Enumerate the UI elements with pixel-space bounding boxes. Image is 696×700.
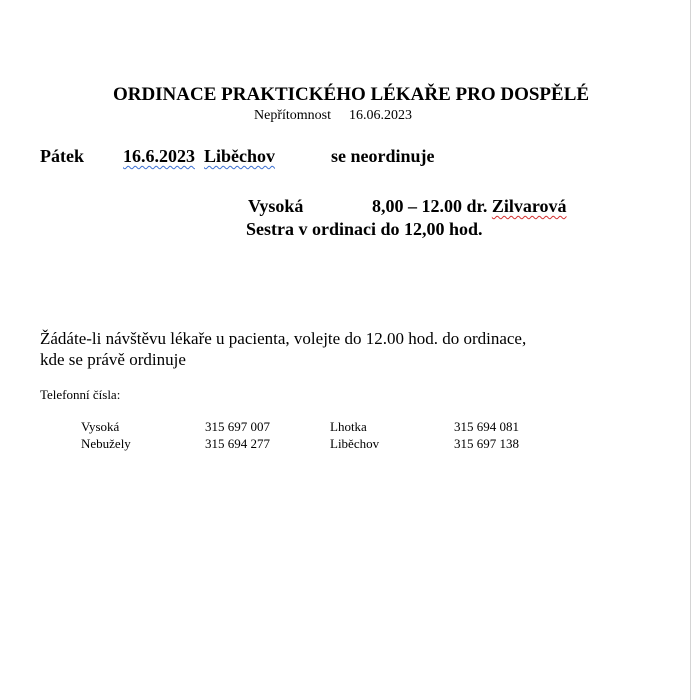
replacement-hours: 8,00 – 12.00 dr. [372, 196, 488, 216]
phones-heading: Telefonní čísla: [40, 387, 121, 402]
phone-number: 315 697 138 [454, 436, 519, 451]
replacement-doctor: Zilvarová [491, 196, 567, 216]
phone-number: 315 694 277 [205, 436, 270, 451]
phone-place: Vysoká [81, 419, 120, 434]
replacement-location: Vysoká [248, 196, 304, 216]
absence-label: Nepřítomnost [254, 108, 331, 123]
nurse-note: Sestra v ordinaci do 12,00 hod. [246, 219, 483, 239]
phone-number: 315 697 007 [205, 419, 270, 434]
notice-date-location [123, 146, 275, 167]
visit-note-line1: Žádáte-li návštěvu lékaře u pacienta, volejte do 12.00 hod. do ordinace, [40, 329, 527, 348]
phone-place: Nebužely [81, 436, 131, 451]
notice-location: Liběchov [204, 146, 276, 166]
phone-place: Liběchov [330, 436, 380, 451]
absence-line [254, 108, 412, 124]
notice-date: 16.6.2023 [123, 146, 195, 166]
absence-date: 16.06.2023 [349, 108, 412, 123]
document-title: ORDINACE PRAKTICKÉHO LÉKAŘE PRO DOSPĚLÉ [112, 84, 590, 105]
visit-note-line2: kde se právě ordinuje [40, 350, 186, 369]
phone-place: Lhotka [330, 419, 367, 434]
notice-day: Pátek [40, 146, 84, 166]
phone-number: 315 694 081 [454, 419, 519, 434]
replacement-hours-line [372, 196, 567, 217]
notice-status: se neordinuje [331, 146, 435, 166]
